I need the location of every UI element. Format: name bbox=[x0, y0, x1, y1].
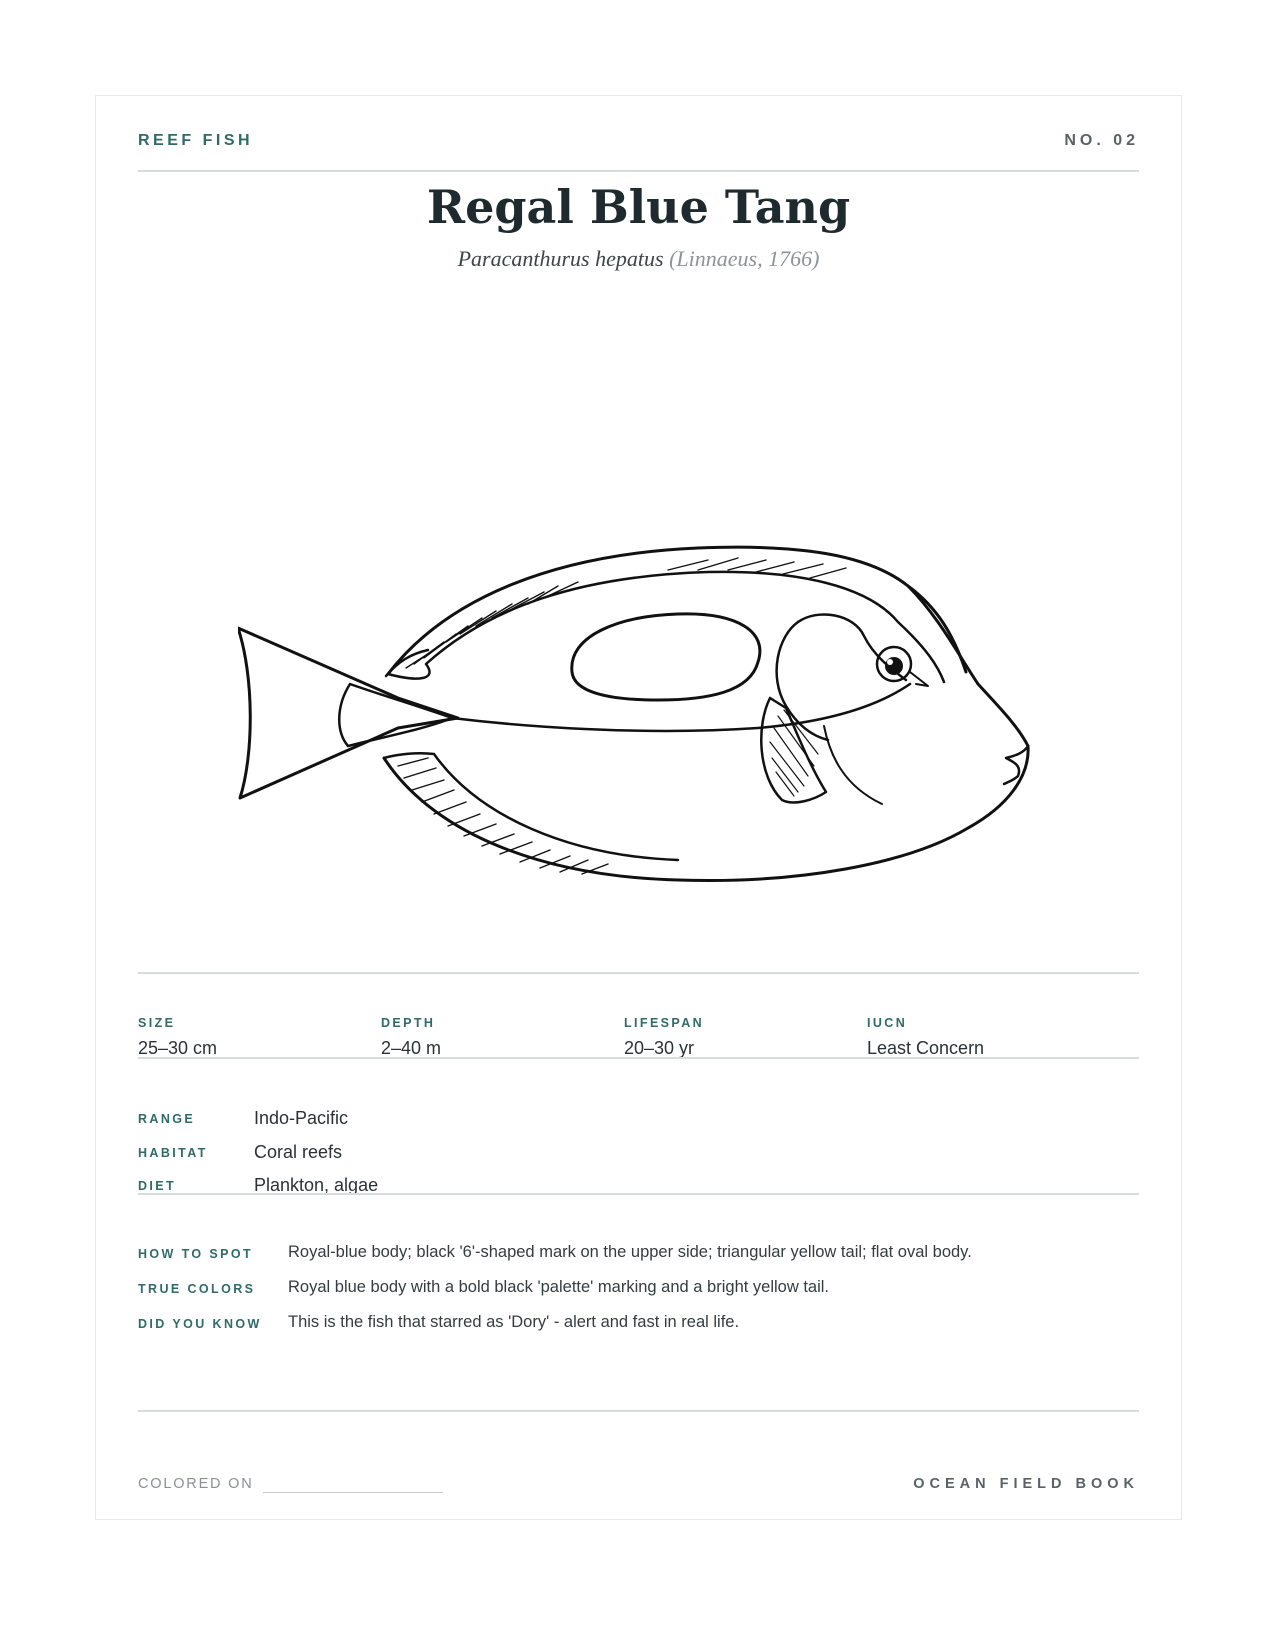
stat-value: Least Concern bbox=[867, 1038, 985, 1058]
fact-value: Indo-Pacific bbox=[254, 1108, 349, 1128]
pectoral-rays bbox=[770, 710, 818, 796]
fact-label: DIET bbox=[138, 1179, 177, 1193]
stat-value: 20–30 yr bbox=[624, 1038, 695, 1058]
fact-label: RANGE bbox=[138, 1112, 196, 1126]
colored-on-date-line bbox=[263, 1492, 443, 1493]
taxon-authority: (Linnaeus, 1766) bbox=[669, 246, 820, 271]
note-did-you-know bbox=[138, 1313, 1139, 1337]
card-content bbox=[138, 96, 1139, 1519]
eye-pupil bbox=[885, 657, 903, 675]
stat-lifespan bbox=[624, 1016, 864, 1059]
blue-tang-fish-outline-icon bbox=[238, 436, 1058, 936]
colored-on-label: COLORED ON bbox=[138, 1476, 254, 1492]
tail-fin bbox=[238, 628, 458, 798]
stats-top-divider bbox=[138, 972, 1139, 974]
common-name-title: Regal Blue Tang bbox=[426, 180, 851, 234]
stat-value: 2–40 m bbox=[381, 1038, 442, 1058]
belly-outline bbox=[384, 746, 1028, 881]
fact-label: HABITAT bbox=[138, 1146, 208, 1160]
facts-bottom-divider bbox=[138, 1193, 1139, 1195]
fact-range bbox=[138, 1108, 938, 1132]
category-label: REEF FISH bbox=[138, 132, 254, 149]
fact-habitat bbox=[138, 1142, 938, 1166]
scientific-name bbox=[138, 246, 1139, 272]
snout bbox=[1004, 746, 1028, 784]
card-number: NO. 02 bbox=[1064, 132, 1139, 149]
note-label: TRUE COLORS bbox=[138, 1282, 256, 1296]
field-card bbox=[95, 95, 1182, 1520]
header-divider bbox=[138, 170, 1139, 172]
stat-label: SIZE bbox=[138, 1016, 176, 1030]
note-how-to-spot bbox=[138, 1243, 1139, 1267]
fact-value: Coral reefs bbox=[254, 1142, 343, 1162]
stat-iucn bbox=[867, 1016, 1107, 1059]
stat-size bbox=[138, 1016, 378, 1059]
lateral-line bbox=[452, 684, 910, 731]
stat-label: LIFESPAN bbox=[624, 1016, 705, 1030]
note-label: HOW TO SPOT bbox=[138, 1247, 254, 1261]
note-value: Royal blue body with a bold black 'palette' marking and a bright yellow tail. bbox=[288, 1278, 830, 1296]
head-outline bbox=[908, 586, 1028, 746]
note-true-colors bbox=[138, 1278, 1139, 1302]
stat-label: DEPTH bbox=[381, 1016, 436, 1030]
note-label: DID YOU KNOW bbox=[138, 1317, 262, 1331]
note-value: Royal-blue body; black '6'-shaped mark on the upper side; triangular yellow tail; flat oval body. bbox=[288, 1243, 972, 1261]
stat-label: IUCN bbox=[867, 1016, 908, 1030]
brand-label: OCEAN FIELD BOOK bbox=[913, 1476, 1139, 1492]
scientific-name-text: Paracanthurus hepatus bbox=[457, 246, 664, 271]
note-value: This is the fish that starred as 'Dory' - alert and fast in real life. bbox=[288, 1313, 740, 1331]
stat-depth bbox=[381, 1016, 621, 1059]
gill-line bbox=[824, 726, 882, 804]
footer-divider bbox=[138, 1410, 1139, 1412]
stats-bottom-divider bbox=[138, 1057, 1139, 1059]
eye-tail bbox=[910, 672, 928, 686]
eye-highlight bbox=[887, 659, 893, 665]
stats-row bbox=[138, 1016, 1139, 1086]
stat-value: 25–30 cm bbox=[138, 1038, 218, 1058]
tail-base bbox=[339, 684, 452, 746]
fact-value: Plankton, algae bbox=[254, 1175, 379, 1195]
fact-diet bbox=[138, 1175, 938, 1199]
palette-marking bbox=[572, 614, 760, 700]
